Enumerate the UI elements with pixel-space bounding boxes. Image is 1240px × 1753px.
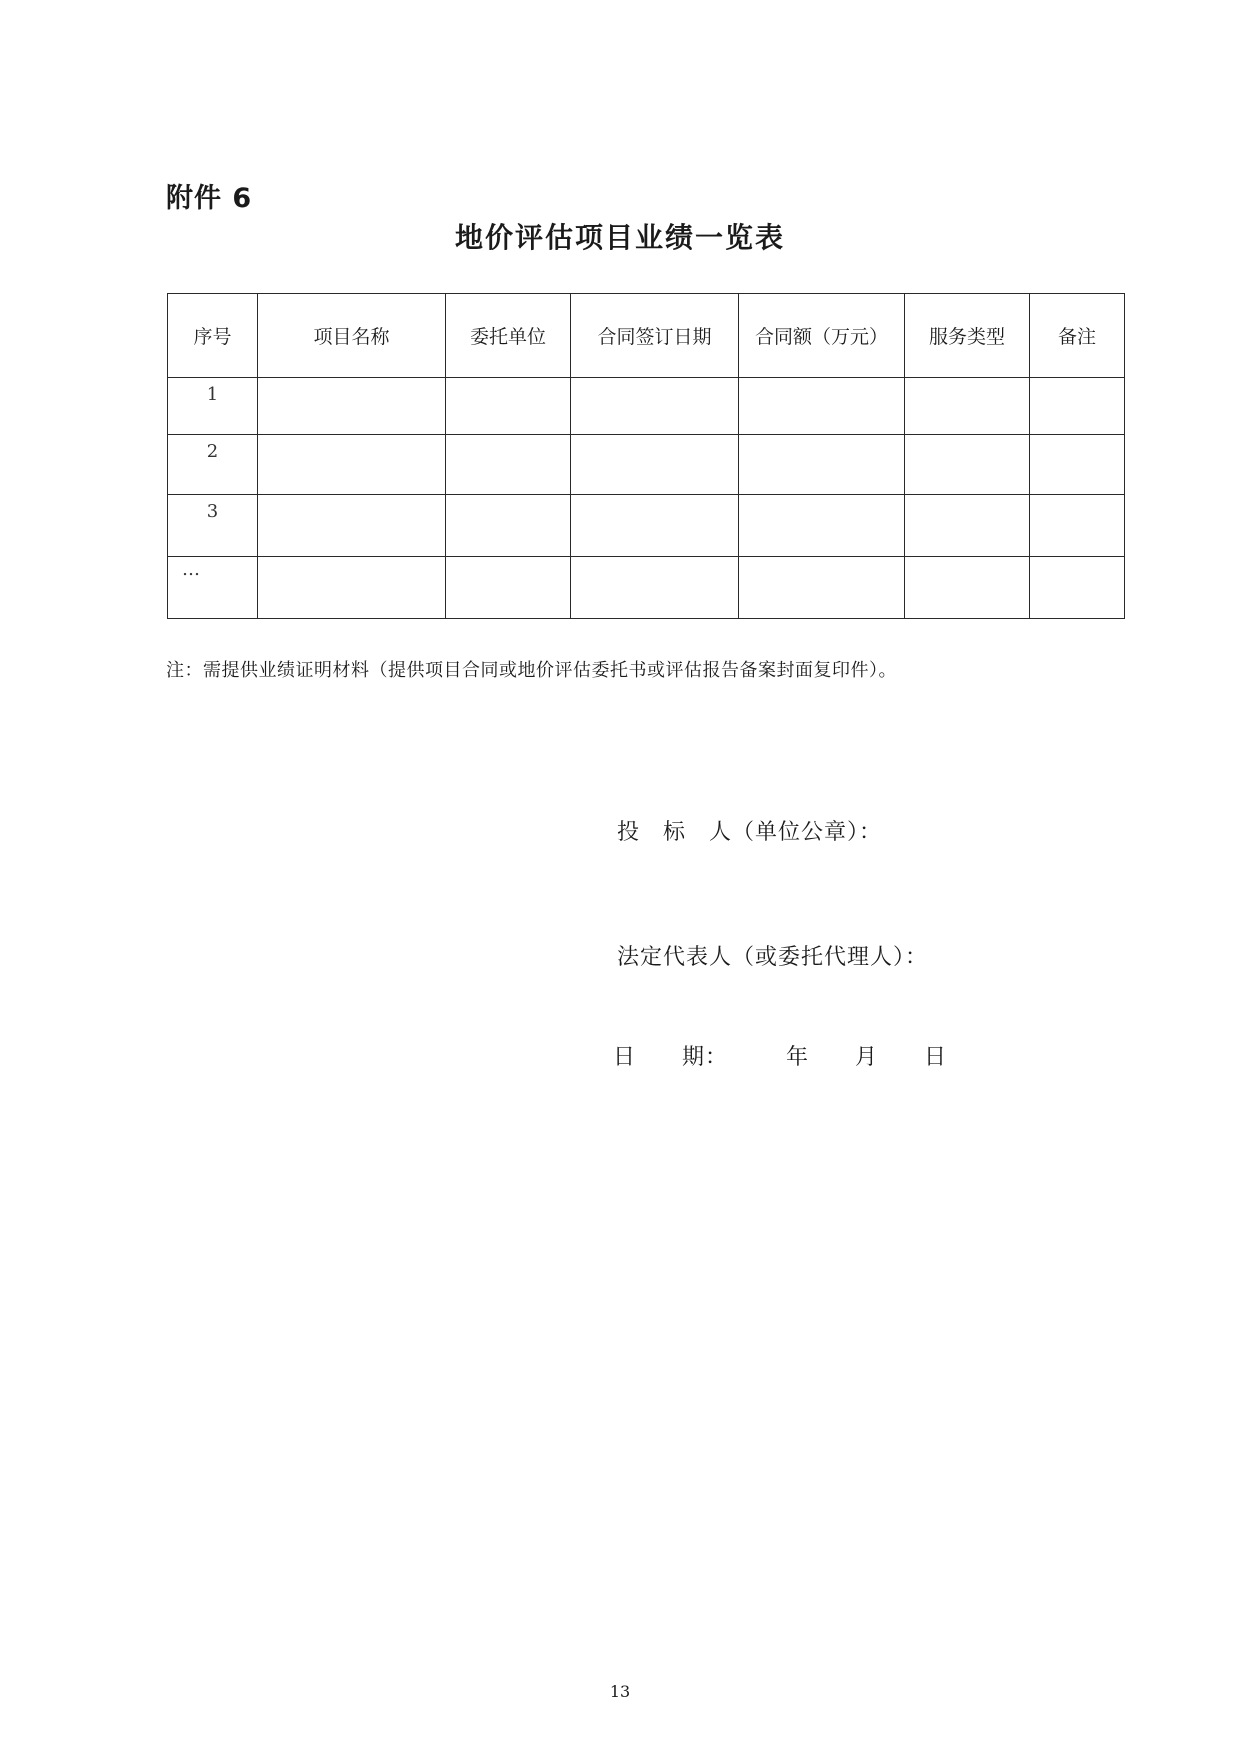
cell-client (446, 557, 571, 619)
cell-service-type (905, 557, 1030, 619)
cell-project-name (258, 557, 446, 619)
cell-remarks (1030, 435, 1125, 495)
cell-client (446, 435, 571, 495)
cell-contract-date (571, 557, 739, 619)
header-contract-amount: 合同额（万元） (739, 294, 905, 378)
date-line: 日 期： 年 月 日 (613, 1045, 948, 1070)
cell-service-type (905, 435, 1030, 495)
header-project-name: 项目名称 (258, 294, 446, 378)
table-row (168, 495, 1125, 557)
cell-service-type (905, 495, 1030, 557)
header-client: 委托单位 (446, 294, 571, 378)
header-service-type: 服务类型 (905, 294, 1030, 378)
table-row (168, 435, 1125, 495)
cell-client (446, 495, 571, 557)
cell-contract-date (571, 378, 739, 435)
header-contract-date: 合同签订日期 (571, 294, 739, 378)
performance-table (167, 293, 1125, 619)
table-header-row (168, 294, 1125, 378)
cell-remarks (1030, 495, 1125, 557)
row-index: 2 (168, 435, 258, 495)
cell-project-name (258, 495, 446, 557)
cell-project-name (258, 435, 446, 495)
attachment-label: 附件 6 (166, 183, 253, 214)
cell-contract-amount (739, 378, 905, 435)
cell-contract-amount (739, 435, 905, 495)
bidder-seal-line: 投 标 人（单位公章）： (617, 820, 883, 845)
cell-remarks (1030, 378, 1125, 435)
cell-contract-amount (739, 495, 905, 557)
cell-project-name (258, 378, 446, 435)
page-number: 13 (609, 1682, 631, 1701)
header-index: 序号 (168, 294, 258, 378)
row-index: … (168, 557, 258, 619)
cell-client (446, 378, 571, 435)
representative-line: 法定代表人（或委托代理人）： (617, 945, 929, 970)
cell-contract-date (571, 435, 739, 495)
document-title: 地价评估项目业绩一览表 (454, 221, 785, 254)
table-row (168, 557, 1125, 619)
cell-contract-amount (739, 557, 905, 619)
cell-remarks (1030, 557, 1125, 619)
cell-contract-date (571, 495, 739, 557)
cell-service-type (905, 378, 1030, 435)
table-row (168, 378, 1125, 435)
row-index: 1 (168, 378, 258, 435)
header-remarks: 备注 (1030, 294, 1125, 378)
row-index: 3 (168, 495, 258, 557)
table-note: 注：需提供业绩证明材料（提供项目合同或地价评估委托书或评估报告备案封面复印件）。 (166, 660, 897, 681)
